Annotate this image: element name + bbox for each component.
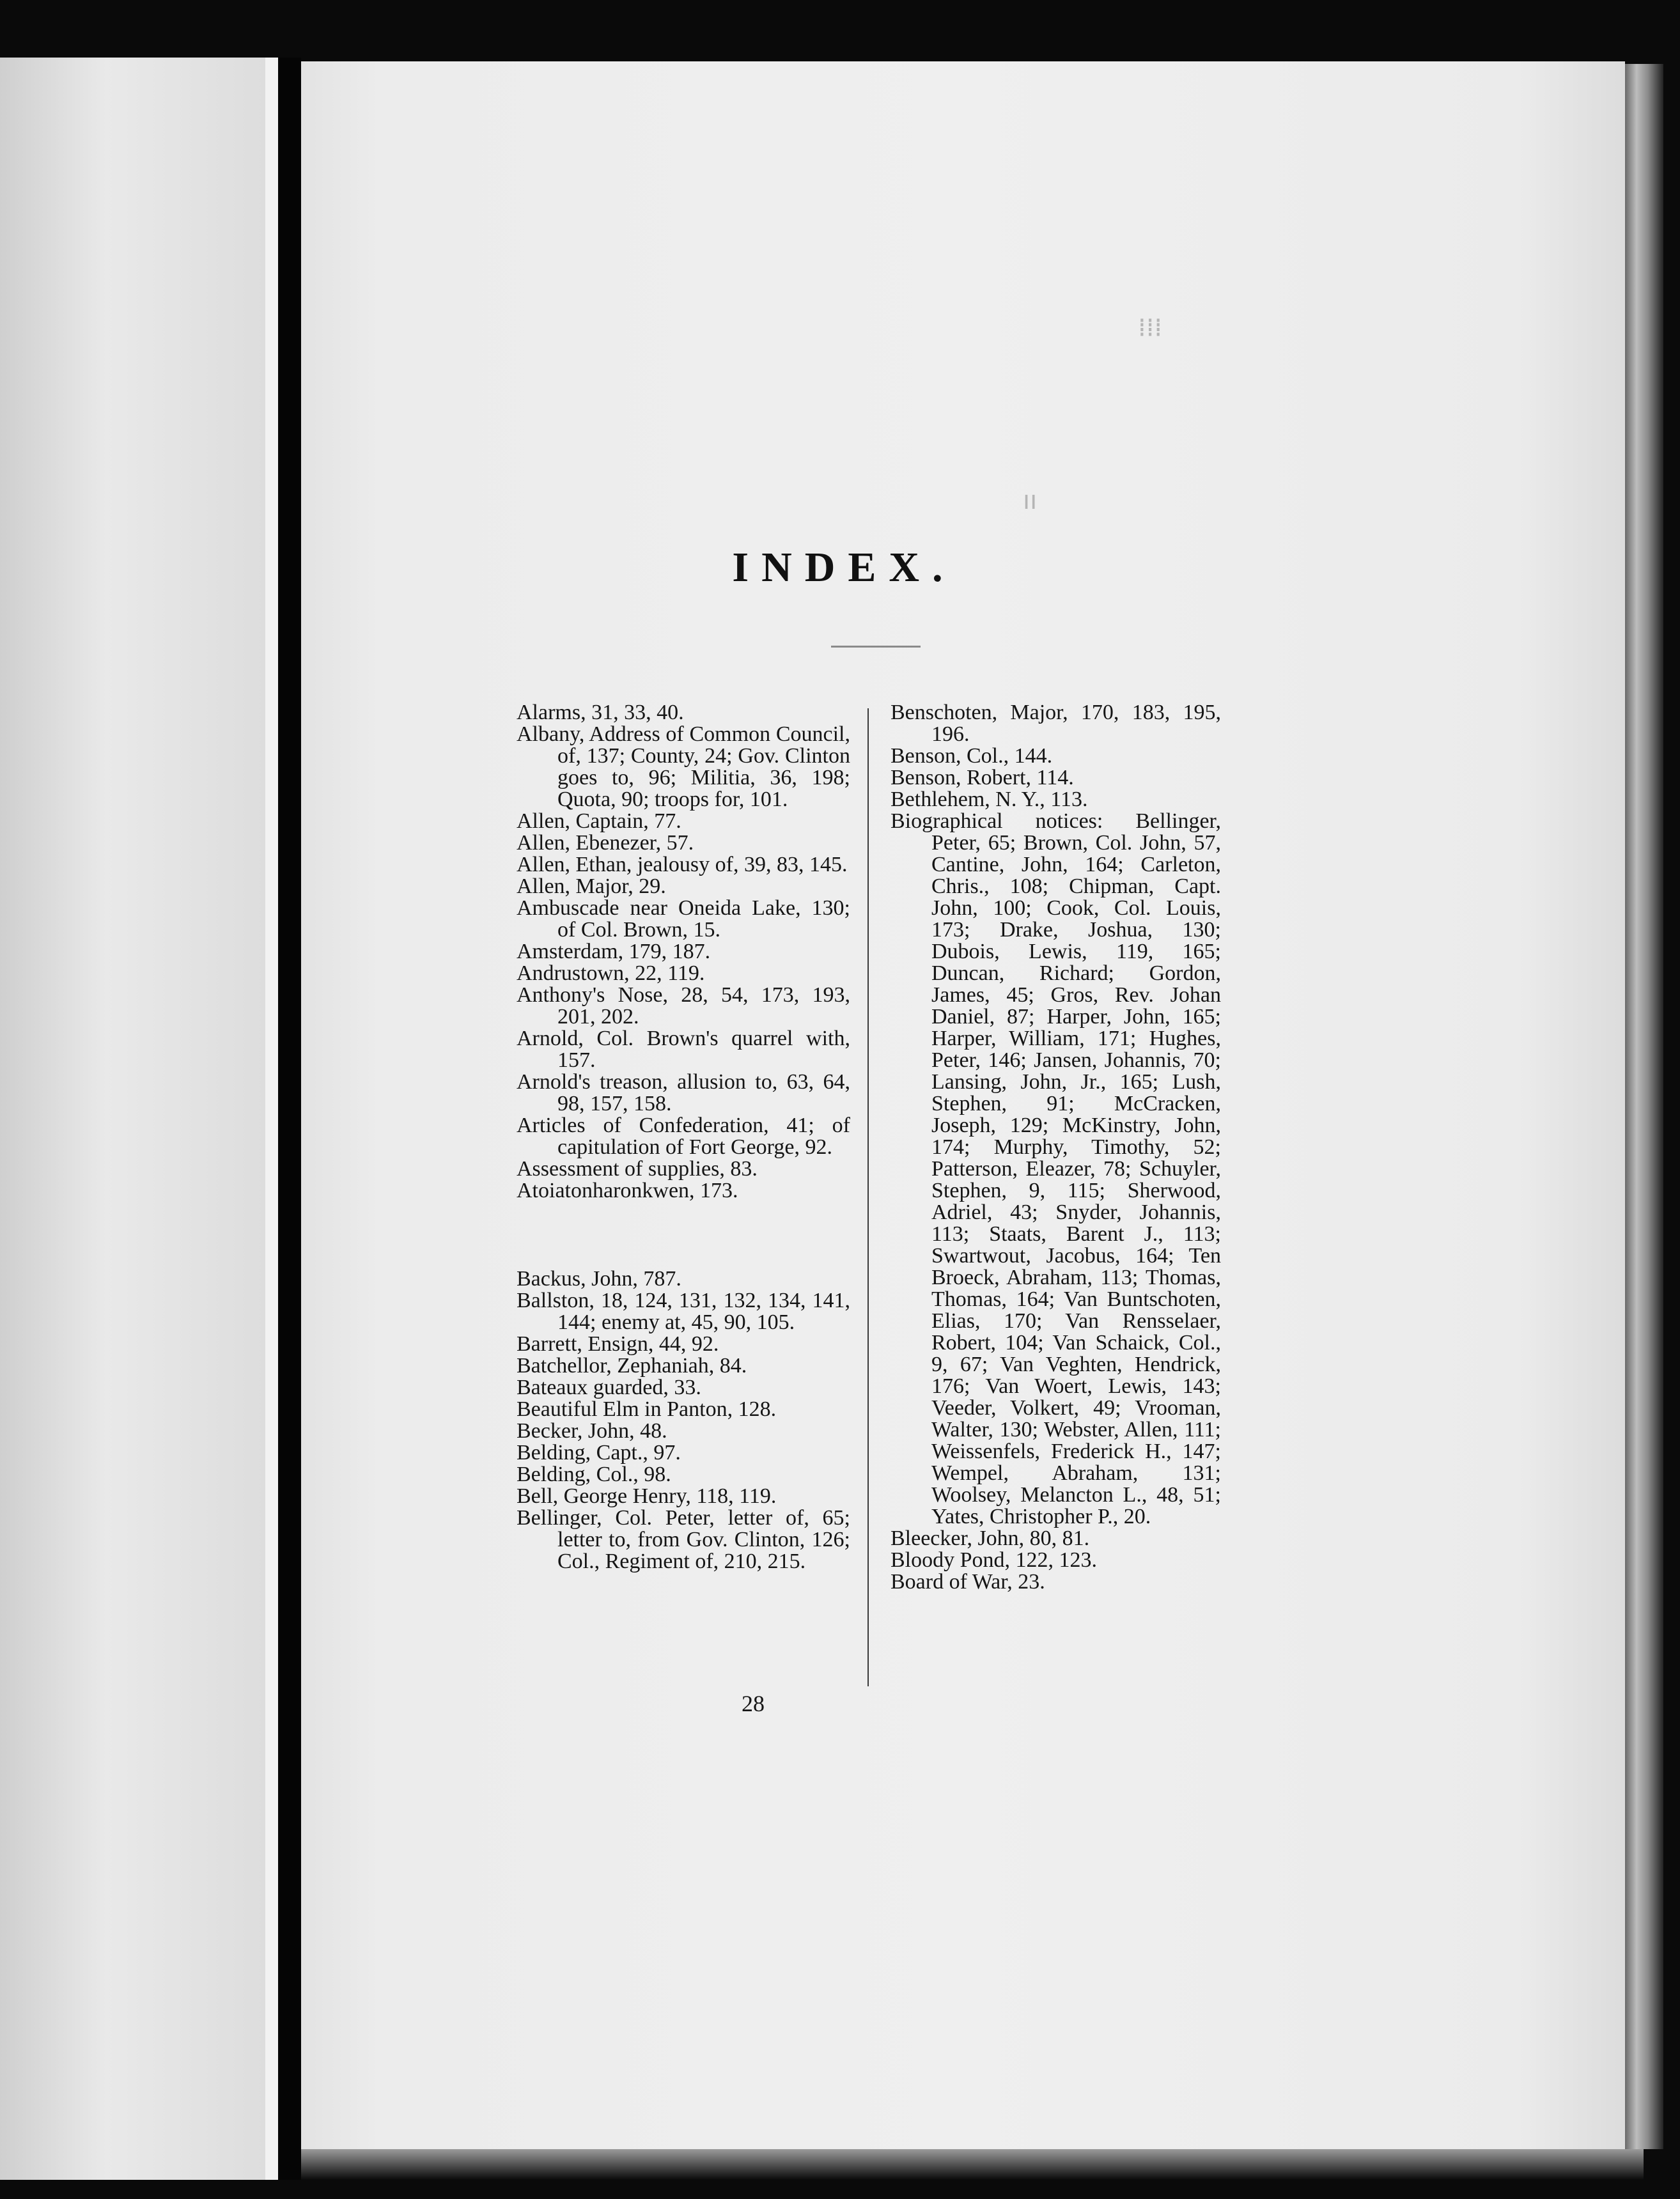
- index-entry: Benson, Robert, 114.: [891, 766, 1074, 789]
- index-entry: Allen, Ethan, jealousy of, 39, 83, 145.: [517, 853, 848, 876]
- index-entry: Bateaux guarded, 33.: [517, 1376, 701, 1399]
- index-entry: Backus, John, 787.: [517, 1267, 681, 1291]
- page-fore-edge: [1625, 64, 1663, 2149]
- index-entry: Andrustown, 22, 119.: [517, 961, 705, 985]
- index-entry: Allen, Captain, 77.: [517, 809, 681, 833]
- facing-page-left: [0, 58, 265, 2180]
- index-entry: Barrett, Ensign, 44, 92.: [517, 1332, 719, 1356]
- index-entry: Atoiatonharonkwen, 173.: [517, 1179, 738, 1202]
- page-number: 28: [742, 1691, 765, 1716]
- index-entry: Bethlehem, N. Y., 113.: [891, 788, 1088, 811]
- index-entry: Arnold's treason, allusion to, 63, 64, 98, 157, 158.: [517, 1070, 850, 1115]
- index-entry: Bloody Pond, 122, 123.: [891, 1548, 1098, 1572]
- index-entry: Amsterdam, 179, 187.: [517, 940, 711, 963]
- index-entry: Anthony's Nose, 28, 54, 173, 193, 201, 202.: [517, 983, 850, 1029]
- index-entry: Allen, Ebenezer, 57.: [517, 831, 694, 855]
- index-entry: Articles of Confederation, 41; of capitulation of Fort George, 92.: [517, 1114, 850, 1159]
- index-entry: Belding, Capt., 97.: [517, 1441, 681, 1465]
- index-entry: Benson, Col., 144.: [891, 744, 1053, 768]
- column-divider: [867, 708, 869, 1686]
- index-entry: Benschoten, Major, 170, 183, 195, 196.: [891, 701, 1221, 746]
- index-entry: Batchellor, Zephaniah, 84.: [517, 1354, 747, 1378]
- index-entry: Biographical notices: Bellinger, Peter, 65; Brown, Col. John, 57, Cantine, John, 164; Carleton, Chris., 108; Chipman, Capt. John, 100; Cook, Col. Louis, 173; Drake, Joshua, 130; Dubois, Lewis, 119, 165; Duncan, Richard; Gordon, James, 45; Gros, Rev. Johan Daniel, 87; Harper, John, 165; Harper, William, 171; Hughes, Peter, 146; Jansen, Johannis, 70; Lansing, John, Jr., 165; Lush, Stephen, 91; McCracken, Joseph, 129; McKinstry, John, 174; Murphy, Timothy, 52; Patterson, Eleazer, 78; Schuyler, Stephen, 9, 115; Sherwood, Adriel, 43; Snyder, Johannis, 113; Staats, Barent J., 113; Swartwout, Jacobus, 164; Ten Broeck, Abraham, 113; Thomas, Thomas, 164; Van Buntschoten, Elias, 170; Van Rensselaer, Robert, 104; Van Schaick, Col., 9, 67; Van Veghten, Hendrick, 176; Van Woert, Lewis, 143; Veeder, Volkert, 49; Vrooman, Walter, 130; Webster, Allen, 111; Weissenfels, Frederick H., 147; Wempel, Abraham, 131; Woolsey, Melancton L., 48, 51; Yates, Christopher P., 20.: [891, 809, 1221, 1528]
- index-entry: Albany, Address of Common Council, of, 137; County, 24; Gov. Clinton goes to, 96; Militia, 36, 198; Quota, 90; troops for, 101.: [517, 722, 850, 811]
- index-entry: Arnold, Col. Brown's quarrel with, 157.: [517, 1027, 850, 1072]
- index-column-right: [891, 702, 1221, 1593]
- binding-gutter: [278, 58, 301, 2180]
- bleed-through-mark: ıı: [1023, 486, 1038, 515]
- index-entry: Bellinger, Col. Peter, letter of, 65; letter to, from Gov. Clinton, 126; Col., Regiment of, 210, 215.: [517, 1506, 850, 1573]
- index-entry: Ambuscade near Oneida Lake, 130; of Col. Brown, 15.: [517, 896, 850, 942]
- bleed-through-mark: ⁞⁞⁞: [1138, 313, 1163, 343]
- index-entry: Alarms, 31, 33, 40.: [517, 701, 684, 724]
- page-bottom-edge: [301, 2149, 1644, 2180]
- index-entry: Assessment of supplies, 83.: [517, 1157, 758, 1181]
- index-entry: Allen, Major, 29.: [517, 874, 666, 898]
- title-rule: [831, 646, 921, 648]
- index-entry: Becker, John, 48.: [517, 1419, 667, 1443]
- index-entry: Bleecker, John, 80, 81.: [891, 1527, 1090, 1550]
- index-entry: Board of War, 23.: [891, 1570, 1045, 1594]
- index-entry: Beautiful Elm in Panton, 128.: [517, 1397, 777, 1421]
- page-title: INDEX.: [732, 544, 956, 591]
- facing-page-margin: [265, 58, 278, 2180]
- section-gap: [517, 1202, 850, 1268]
- index-entry: Bell, George Henry, 118, 119.: [517, 1484, 777, 1508]
- index-entry: Belding, Col., 98.: [517, 1463, 671, 1486]
- index-column-left: [517, 702, 850, 1573]
- index-entry: Ballston, 18, 124, 131, 132, 134, 141, 144; enemy at, 45, 90, 105.: [517, 1289, 850, 1334]
